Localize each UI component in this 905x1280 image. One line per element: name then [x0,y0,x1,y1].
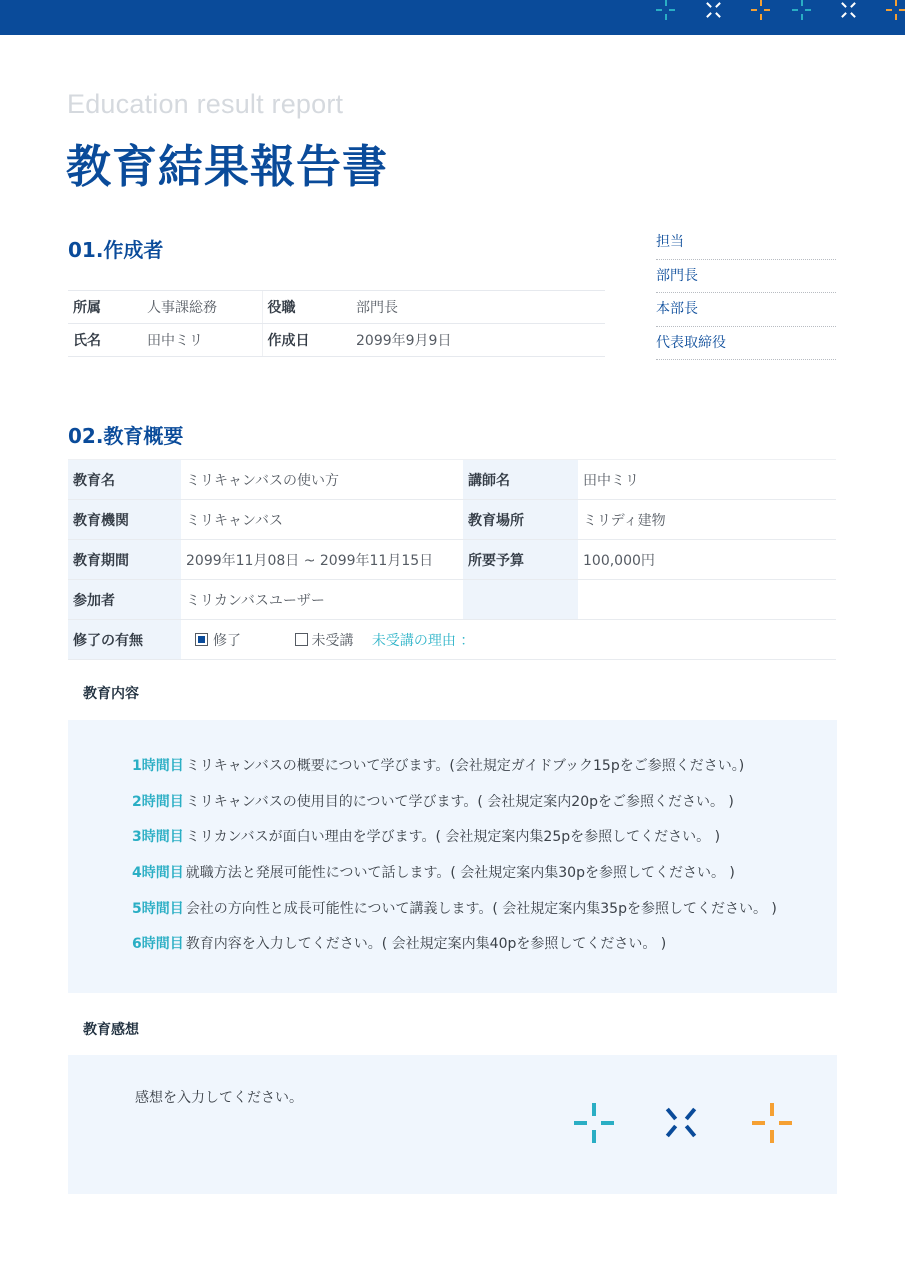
x-spark-icon [664,1105,700,1141]
lesson-item: 1時間目 ミリキャンバスの概要について学びます。(会社規定ガイドブック15pをご参照ください。) [132,758,745,774]
option-not-attended[interactable]: 未受講 [295,630,353,650]
table-row [68,580,836,620]
section-heading-overview: 02.教育概要 [68,424,184,448]
checkbox-unchecked-icon[interactable] [295,633,308,646]
plus-spark-icon [750,0,772,22]
created-date-label: 作成日 [262,324,351,357]
document-subtitle: Education result report [67,89,344,119]
impression-label: 教育感想 [83,1022,139,1038]
not-attended-reason-label: 未受講の理由 ： [371,632,475,649]
course-name-label: 教育名 [68,460,181,500]
approval-ceo[interactable]: 代表取締役 [656,327,836,361]
table-row [68,324,605,357]
lesson-item: 3時間目 ミリカンバスが面白い理由を学びます。( 会社規定案内集25pを参照してください。 ) [132,829,721,845]
checkbox-checked-icon[interactable] [195,633,208,646]
institution-label: 教育機関 [68,500,181,540]
approval-department-head[interactable]: 部門長 [656,260,836,294]
option-completed[interactable]: 修了 [195,630,241,650]
approval-division-head[interactable]: 本部長 [656,293,836,327]
lesson-item: 6時間目 教育内容を入力してください。( 会社規定案内集40pを参照してください。 ) [132,936,667,952]
name-label: 氏名 [68,324,142,357]
budget-label: 所要予算 [463,540,578,580]
header-bar [0,0,905,35]
affiliation-label: 所属 [68,291,142,324]
content-label: 教育内容 [83,686,139,702]
document-title: 教育結果報告書 [66,140,389,193]
affiliation-value[interactable]: 人事課総務 [142,291,262,324]
empty-value[interactable] [578,580,836,620]
participants-label: 参加者 [68,580,181,620]
completion-label: 修了の有無 [68,620,181,660]
x-spark-icon [838,1,860,23]
overview-table [68,459,836,660]
table-row [68,540,836,580]
content-box[interactable] [68,720,837,993]
plus-spark-icon [885,0,905,22]
x-spark-icon [703,1,725,23]
name-value[interactable]: 田中ミリ [142,324,262,357]
plus-spark-icon [791,0,813,22]
author-table [68,290,605,357]
lesson-item: 2時間目 ミリキャンバスの使用目的について学びます。( 会社規定案内20pをご参照ください。 ) [132,794,734,810]
period-value[interactable]: 2099年11月08日 ~ 2099年11月15日 [181,540,463,580]
completion-options [181,620,836,660]
plus-spark-icon [752,1103,792,1143]
section-heading-author: 01.作成者 [68,238,164,262]
created-date-value[interactable]: 2099年9月9日 [351,324,605,357]
location-label: 教育場所 [463,500,578,540]
position-value[interactable]: 部門長 [351,291,605,324]
participants-value[interactable]: ミリカンバスユーザー [181,580,463,620]
lesson-item: 4時間目 就職方法と発展可能性について話します。( 会社規定案内集30pを参照してください。 ) [132,865,735,881]
institution-value[interactable]: ミリキャンバス [181,500,463,540]
table-row [68,460,836,500]
position-label: 役職 [262,291,351,324]
budget-value[interactable]: 100,000円 [578,540,836,580]
approval-list [656,226,836,360]
table-row [68,291,605,324]
table-row [68,620,836,660]
instructor-label: 講師名 [463,460,578,500]
empty-label [463,580,578,620]
table-row [68,500,836,540]
plus-spark-icon [574,1103,614,1143]
plus-spark-icon [655,0,677,22]
instructor-value[interactable]: 田中ミリ [578,460,836,500]
lesson-item: 5時間目 会社の方向性と成長可能性について講義します。( 会社規定案内集35pを参照してください。 ) [132,901,777,917]
approval-person-in-charge[interactable]: 担当 [656,226,836,260]
course-name-value[interactable]: ミリキャンバスの使い方 [181,460,463,500]
impression-box[interactable] [68,1055,837,1194]
location-value[interactable]: ミリディ建物 [578,500,836,540]
impression-text: 感想を入力してください。 [135,1090,303,1106]
period-label: 教育期間 [68,540,181,580]
